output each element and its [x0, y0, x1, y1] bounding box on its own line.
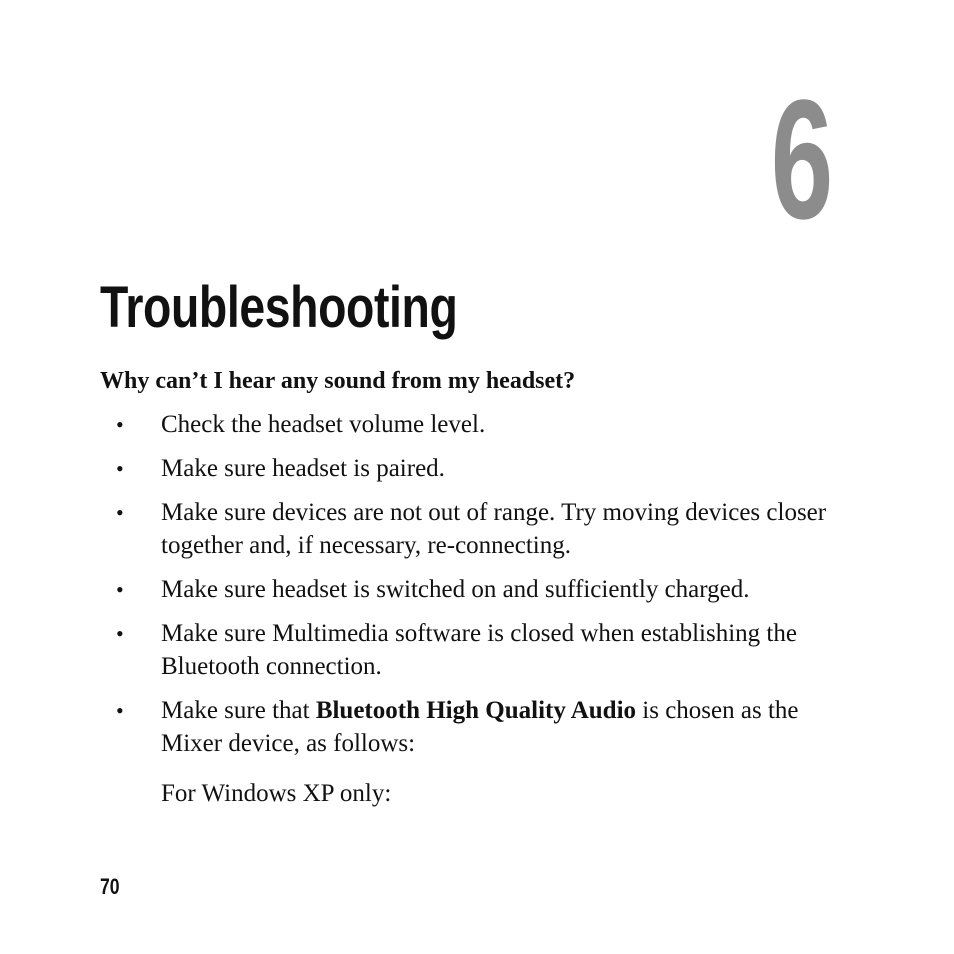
bullet-icon: •: [116, 412, 124, 437]
list-item-text: [161, 697, 799, 757]
list-item-multimedia: [100, 617, 830, 683]
list-item-text: Check the headset volume level.: [161, 411, 486, 438]
bullet-icon: •: [116, 500, 124, 525]
list-item-text: Make sure Multimedia software is closed when establishing the Bluetooth connection.: [161, 620, 797, 680]
list-item-volume: [100, 408, 830, 441]
bullet-icon: •: [116, 577, 124, 602]
bullet-icon: •: [116, 698, 124, 723]
bullet-icon: •: [116, 456, 124, 481]
list-item-emphasis: Bluetooth High Quality Audio: [315, 697, 637, 724]
list-item-paired: [100, 452, 830, 485]
list-item-suffix: is chosen as the Mixer device, as follows:: [161, 697, 799, 757]
bullet-icon: •: [116, 621, 124, 646]
list-item-prefix: Make sure that: [161, 697, 316, 724]
chapter-title: Troubleshooting: [100, 275, 458, 340]
list-item-charged: [100, 573, 830, 606]
list-item-text: Make sure headset is switched on and sufficiently charged.: [161, 576, 750, 603]
troubleshooting-list: [100, 408, 830, 771]
list-item-text: Make sure headset is paired.: [161, 455, 445, 482]
windows-xp-note: For Windows XP only:: [161, 780, 392, 807]
section-question: Why can’t I hear any sound from my headset?: [100, 368, 576, 394]
chapter-number: 6: [770, 65, 834, 255]
page-number: 70: [100, 874, 120, 899]
list-item-range: [100, 496, 830, 562]
list-item-text: Make sure devices are not out of range. Try moving devices closer together and, if necessary, re-connecting.: [161, 499, 827, 559]
list-item-mixer: [100, 694, 830, 760]
